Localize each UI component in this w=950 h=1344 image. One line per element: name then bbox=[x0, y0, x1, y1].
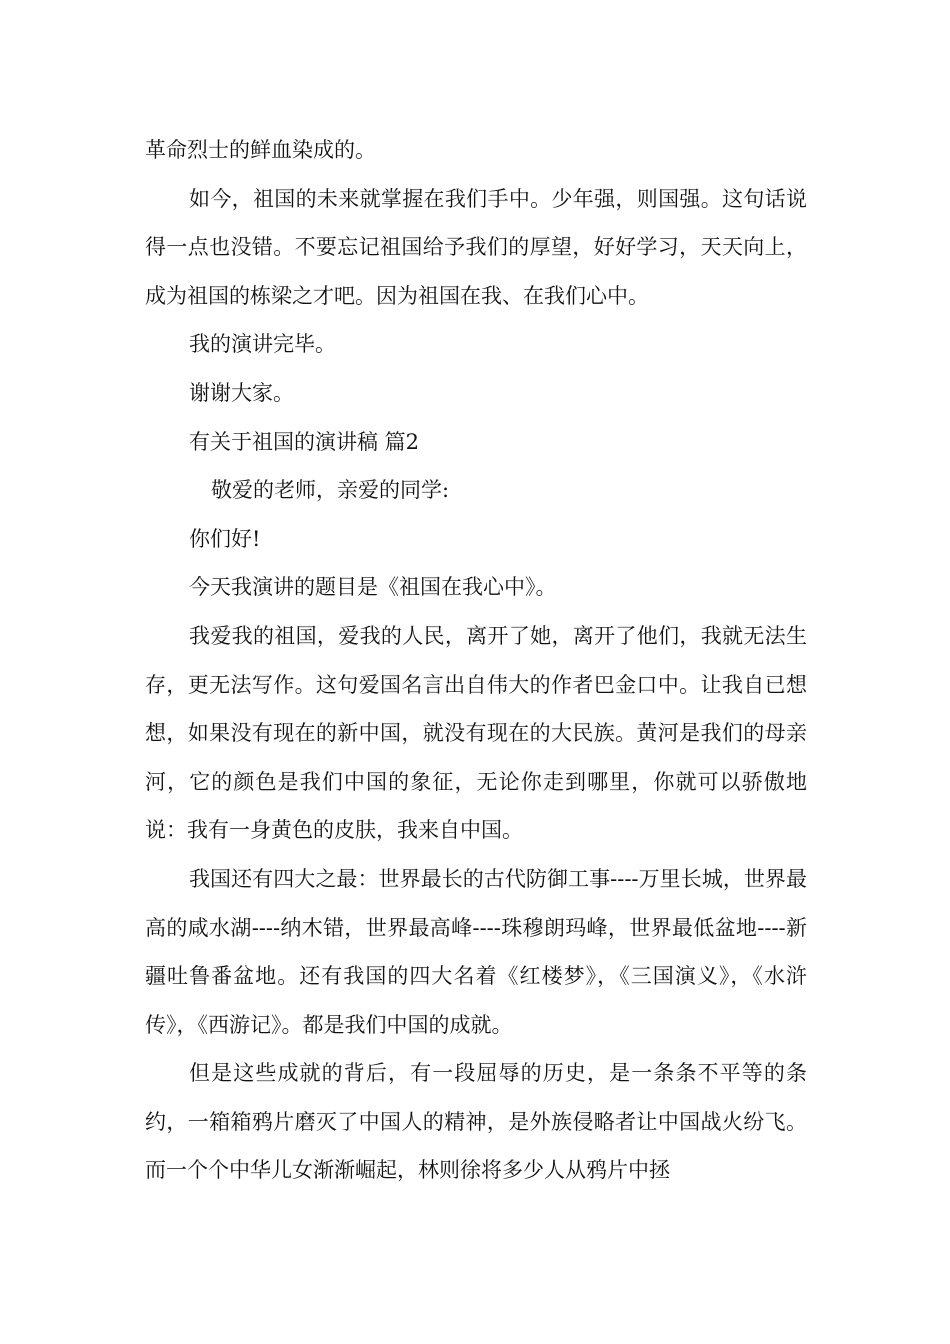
paragraph-future: 如今，祖国的未来就掌握在我们手中。少年强，则国强。这句话说得一点也没错。不要忘记祖国给予我们的厚望，好好学习，天天向上，成为祖国的栋梁之才吧。因为祖国在我、在我们心中。 bbox=[145, 186, 807, 308]
paragraph-history: 但是这些成就的背后，有一段屈辱的历史，是一条条不平等的条约，一箱箱鸦片磨灭了中国人的精神，是外族侵略者让中国战火纷飞。而一个个中华儿女渐渐崛起，林则徐将多少人从鸦片中拯 bbox=[145, 1061, 807, 1183]
greeting: 你们好! bbox=[189, 526, 261, 551]
section-heading: 有关于祖国的演讲稿 篇2 bbox=[189, 429, 420, 454]
document-body bbox=[145, 126, 807, 1195]
paragraph-four-superlatives: 我国还有四大之最：世界最长的古代防御工事----万里长城，世界最高的咸水湖----纳木错，世界最高峰----珠穆朗玛峰，世界最低盆地----新疆吐鲁番盆地。还有我国的四大名着《红楼梦》，《三国演义》，《水浒传》，《西游记》。都是我们中国的成就。 bbox=[145, 866, 807, 1037]
paragraph-thanks: 谢谢大家。 bbox=[189, 380, 294, 405]
paragraph-continuation: 革命烈士的鲜血染成的。 bbox=[145, 138, 376, 162]
paragraph-love-motherland: 我爱我的祖国，爱我的人民，离开了她，离开了他们，我就无法生存，更无法写作。这句爱国名言出自伟大的作者巴金口中。让我自已想想，如果没有现在的新中国，就没有现在的大民族。黄河是我们的母亲河，它的颜色是我们中国的象征，无论你走到哪里，你就可以骄傲地说：我有一身黄色的皮肤，我来自中国。 bbox=[145, 623, 807, 843]
paragraph-speech-end: 我的演讲完毕。 bbox=[189, 332, 336, 357]
salutation: 敬爱的老师，亲爱的同学: bbox=[211, 478, 450, 503]
speech-title-line: 今天我演讲的题目是《祖国在我心中》。 bbox=[189, 575, 557, 600]
